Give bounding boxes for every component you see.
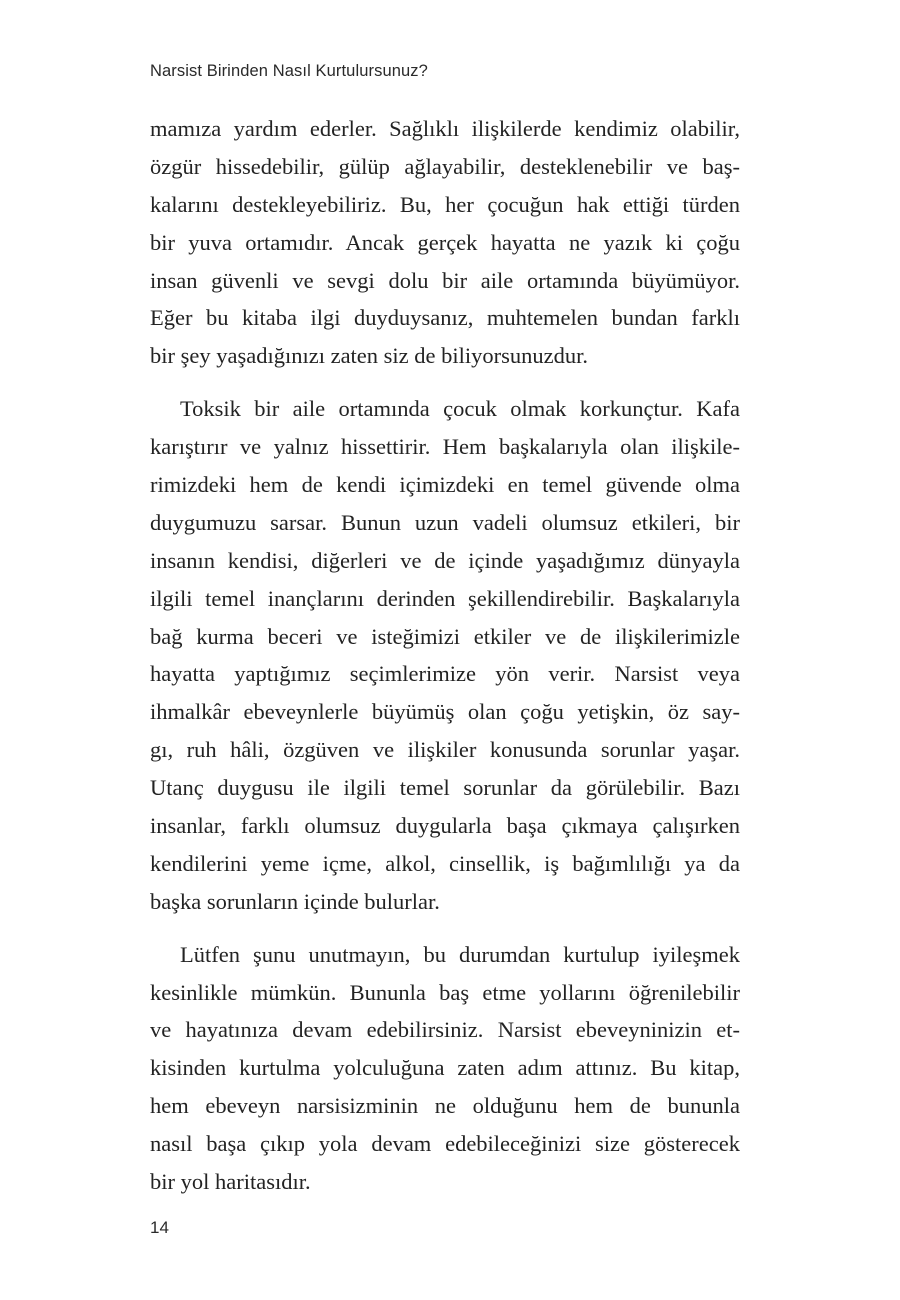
text-line: özgür hissedebilir, gülüp ağlayabilir, desteklenebilir ve baş- <box>150 153 740 179</box>
text-line: Toksik bir aile ortamında çocuk olmak korkunçtur. Kafa <box>180 396 740 422</box>
text-line: insanın kendisi, diğerleri ve de içinde yaşadığımız dünyayla <box>150 547 740 573</box>
text-line: bir yuva ortamıdır. Ancak gerçek hayatta ne yazık ki çoğu <box>150 229 740 255</box>
text-line: karıştırır ve yalnız hissettirir. Hem başkalarıyla olan ilişkile- <box>150 434 740 460</box>
page-number: 14 <box>150 1218 169 1237</box>
text-line: hem ebeveyn narsisizminin ne olduğunu hem de bununla <box>150 1093 740 1119</box>
text-line: ilgili temel inançlarını derinden şekillendirebilir. Başkalarıyla <box>150 585 740 611</box>
text-line: nasıl başa çıkıp yola devam edebileceğinizi size gösterecek <box>150 1131 740 1157</box>
text-line: bir şey yaşadığınızı zaten siz de biliyorsunuzdur. <box>150 343 589 369</box>
paragraph-2 <box>150 390 740 920</box>
text-line: kendilerini yeme içme, alkol, cinsellik, iş bağımlılığı ya da <box>150 850 740 876</box>
text-line: gı, ruh hâli, özgüven ve ilişkiler konusunda sorunlar yaşar. <box>150 737 740 763</box>
text-line: kesinlikle mümkün. Bununla baş etme yollarını öğrenilebilir <box>150 979 740 1005</box>
text-line: Lütfen şunu unutmayın, bu durumdan kurtulup iyileşmek <box>180 941 740 967</box>
text-line: Utanç duygusu ile ilgili temel sorunlar da görülebilir. Bazı <box>150 775 740 801</box>
text-line: ihmalkâr ebeveynlerle büyümüş olan çoğu yetişkin, öz say- <box>150 699 740 725</box>
paragraph-gap <box>150 375 740 390</box>
text-line: kisinden kurtulma yolculuğuna zaten adım attınız. Bu kitap, <box>150 1055 740 1081</box>
text-line: Eğer bu kitaba ilgi duyduysanız, muhtemelen bundan farklı <box>150 305 740 331</box>
text-line: ve hayatınıza devam edebilirsiniz. Narsist ebeveyninizin et- <box>150 1017 740 1043</box>
text-line: bir yol haritasıdır. <box>150 1169 311 1195</box>
text-line: hayatta yaptığımız seçimlerimize yön verir. Narsist veya <box>150 661 740 687</box>
text-line: duygumuzu sarsar. Bunun uzun vadeli olumsuz etkileri, bir <box>150 509 740 535</box>
text-line: kalarını destekleyebiliriz. Bu, her çocuğun hak ettiği türden <box>150 191 740 217</box>
text-line: insan güvenli ve sevgi dolu bir aile ortamında büyümüyor. <box>150 267 740 293</box>
paragraph-3 <box>150 936 740 1201</box>
text-line: bağ kurma beceri ve isteğimizi etkiler ve de ilişkilerimizle <box>150 623 740 649</box>
text-line: rimizdeki hem de kendi içimizdeki en temel güvende olma <box>150 472 740 498</box>
paragraph-1 <box>150 110 740 375</box>
body-text <box>150 110 740 1201</box>
text-line: mamıza yardım ederler. Sağlıklı ilişkilerde kendimiz olabilir, <box>150 116 740 141</box>
text-line: başka sorunların içinde bulurlar. <box>150 888 440 914</box>
paragraph-gap <box>150 921 740 936</box>
running-header: Narsist Birinden Nasıl Kurtulursunuz? <box>150 62 428 80</box>
text-line: insanlar, farklı olumsuz duygularla başa çıkmaya çalışırken <box>150 813 740 839</box>
